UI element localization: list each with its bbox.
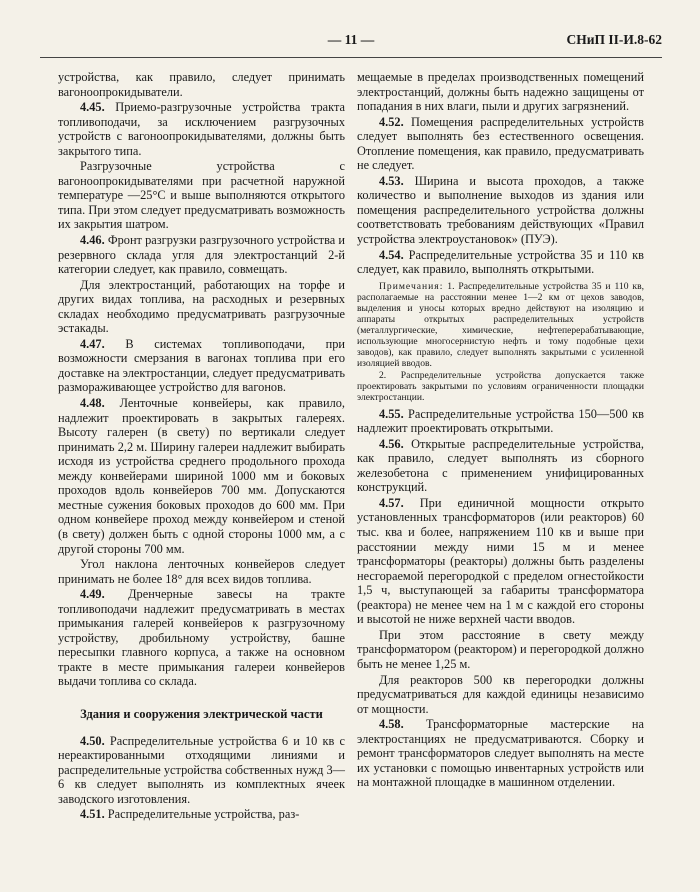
clause-number: 4.51. <box>80 807 105 822</box>
page-number: — 11 — <box>327 32 375 47</box>
clause-4-58 <box>357 717 644 790</box>
clause-4-49 <box>58 587 345 689</box>
clause-text: Открытые распределительные устройства, как правило, следует выполнять из сборного железобетона с применением унифицированных конструкций. <box>357 436 644 495</box>
document-code: СНиП II-И.8-62 <box>566 32 662 47</box>
paragraph: Для электростанций, работающих на торфе и других видах топлива, на расходных и резервных складах необходимо предусматривать разгрузочные эстакады. <box>58 277 345 336</box>
paragraph: Разгрузочные устройства с вагоноопрокидывателями при расчетной наружной температуре —25°С и выше выполняются открытого типа. При этом следует предусматривать возможность их закрытия шатром. <box>58 159 345 232</box>
clause-4-55 <box>357 407 644 436</box>
paragraph-continuation: мещаемые в пределах производственных помещений электростанций, должны быть надежно защищены от попадания в них влаги, пыли и других загрязнений. <box>357 70 644 114</box>
page-header <box>40 32 662 52</box>
section-title: Здания и сооружения электрической части <box>80 706 323 721</box>
right-column <box>357 70 644 791</box>
clause-number: 4.54. <box>379 247 404 262</box>
clause-number: 4.50. <box>80 733 105 748</box>
clause-text: Фронт разгрузки разгрузочного устройства и резервного склада угля для электростанций 2-й категории следует, как правило, совмещать. <box>58 233 345 277</box>
clause-4-56 <box>357 437 644 495</box>
clause-4-50 <box>58 734 345 807</box>
clause-number: 4.57. <box>379 495 404 510</box>
paragraph: Угол наклона ленточных конвейеров следует принимать не более 18° для всех видов топлива. <box>58 557 345 586</box>
clause-text: При единичной мощности открыто установленных трансформаторов (или реакторов) 60 тыс. ква и более, напряжением 110 кв и выше при расстоянии между ними 15 м и менее трансформаторы (реакторы) должны быть разделены несгораемой перегородкой с пределом огнестойкости 1,5 ч, выступающей за габариты трансформатора (реактора) не менее чем на 1 м с каждой его стороны и высотой не ниже верхней части вводов. <box>357 495 644 627</box>
clause-number: 4.45. <box>80 100 105 115</box>
clause-4-53 <box>357 174 644 247</box>
note-1 <box>357 281 644 369</box>
clause-text: Помещения распределительных устройств следует выполнять без естественного освещения. Отопление помещения, как правило, предусматривать не следует. <box>357 114 644 173</box>
clause-4-45 <box>58 100 345 158</box>
clause-4-51 <box>58 807 345 822</box>
clause-text: Ленточные конвейеры, как правило, надлежит проектировать в закрытых галереях. Высоту галерен (в свету) по вертикали следует принимать 2,2 м. Ширину галереи надлежит выбирать исходя из устройства среднего продольного прохода между конвейерами шириной 1000 мм и боковых проходов вдоль конвейеров 700 мм. Допускаются местные сужения боковых проходов до 600 мм. При одном конвейере проход между конвейером и стеной (в свету) должен быть с одной стороны 1000 мм, а с другой стороны 700 мм. <box>58 396 345 556</box>
clause-4-57 <box>357 496 644 627</box>
clause-text: Распределительные устройства 35 и 110 кв следует, как правило, выполнять открытыми. <box>357 247 644 277</box>
clause-text: В системах топливоподачи, при возможности смерзания в вагонах топлива при его доставке на электростанции, следует предусматривать размораживающее устройство для вагонов. <box>58 336 345 395</box>
clause-number: 4.47. <box>80 336 105 351</box>
clause-number: 4.52. <box>379 114 404 129</box>
clause-text: Распределительные устройства 6 и 10 кв с нереактированными отходящими линиями и распределительные устройства собственных нужд 3—6 кв следует выполнять из комплектных ячеек заводского изготовления. <box>58 733 345 806</box>
note-2: 2. Распределительные устройства допускается также проектировать закрытыми по условиям ограниченности площадки электростанции. <box>357 369 644 403</box>
paragraph: Для реакторов 500 кв перегородки должны предусматриваться для каждой единицы независимо от мощности. <box>357 672 644 716</box>
clause-text: Распределительные устройства 150—500 кв надлежит проектировать открытыми. <box>357 406 644 436</box>
paragraph: При этом расстояние в свету между трансформатором (реактором) и перегородкой должно быть не менее 1,25 м. <box>357 627 644 671</box>
clause-number: 4.46. <box>80 233 105 248</box>
clause-4-47 <box>58 337 345 395</box>
header-rule <box>40 57 662 58</box>
paragraph-continuation: устройства, как правило, следует принимать вагоноопрокидыватели. <box>58 70 345 99</box>
clause-4-52 <box>357 115 644 173</box>
clause-4-48 <box>58 396 345 556</box>
clause-number: 4.55. <box>379 406 404 421</box>
note-text: 1. Распределительные устройства 35 и 110 кв, располагаемые на расстоянии менее 1—2 км от цехов заводов, выделения и уносы которых вредно действуют на изоляцию и аппараты открытых распределительных устройств (металлургические, химические, нефтеперерабатывающие, использующие многосернистую нефть и тому подобные цехи заводов), как правило, следует выполнять закрытыми с усиленной изоляцией вводов. <box>357 280 644 369</box>
clause-text: Распределительные устройства, раз- <box>104 807 300 822</box>
clause-text: Ширина и высота проходов, а также количество и выполнение выходов из здания или помещения распределительного устройства должны соответствовать требованиям действующих «Правил устройства электроустановок» (ПУЭ). <box>357 173 644 247</box>
clause-text: Приемо-разгрузочные устройства тракта топливоподачи, за исключением разгрузочных устройств с вагоноопрокидывателями, должны быть закрытого типа. <box>58 100 345 158</box>
clause-number: 4.49. <box>80 587 105 602</box>
clause-number: 4.53. <box>379 173 404 188</box>
clause-number: 4.56. <box>379 436 404 451</box>
left-column <box>58 70 345 823</box>
clause-4-54 <box>357 248 644 277</box>
notes-block <box>357 281 644 403</box>
clause-4-46 <box>58 233 345 277</box>
clause-number: 4.58. <box>379 717 404 732</box>
clause-text: Трансформаторные мастерские на электростанциях не предусматриваются. Сборку и ремонт трансформаторов следует выполнять на месте их установки с помощью инвентарных устройств или на монтажной площадке в машинном отделении. <box>357 717 644 790</box>
notes-label: Примечания: <box>379 280 444 292</box>
clause-number: 4.48. <box>80 396 105 411</box>
clause-text: Дренчерные завесы на тракте топливоподачи надлежит предусматривать в местах примыкания галерей конвейеров к разгрузочному устройству, дробильному устройству, башне пересыпки главного корпуса, а также на основном тракте в месте примыкания галереи конвейеров выдачи топлива со склада. <box>58 587 345 689</box>
